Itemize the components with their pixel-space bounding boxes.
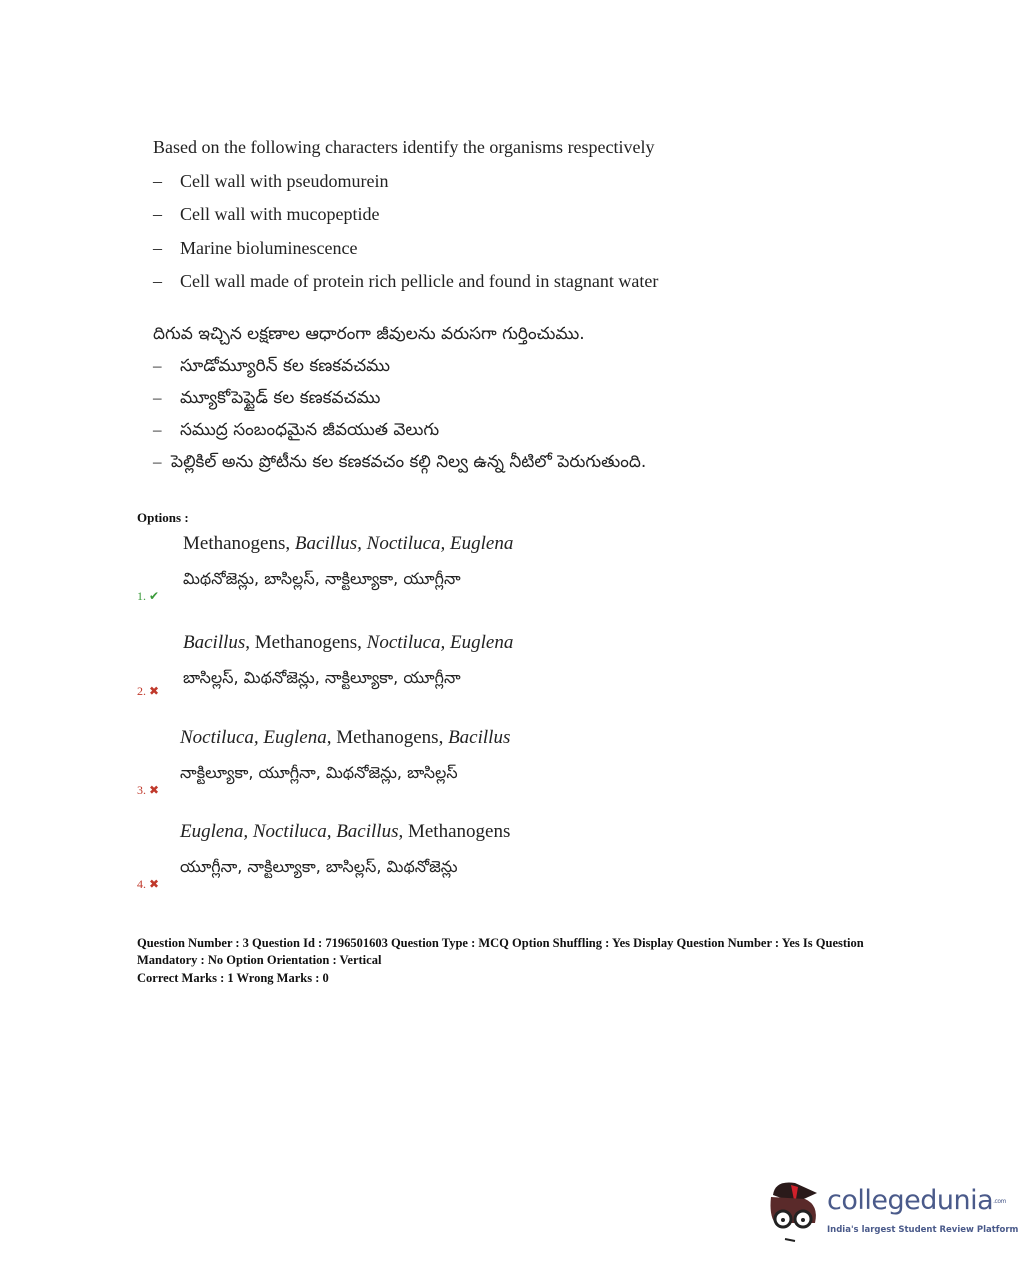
option-number: 1. ✔ <box>137 589 160 603</box>
cross-icon: ✖ <box>149 684 160 698</box>
question-telugu <box>153 318 646 478</box>
option-number: 2. ✖ <box>137 684 160 698</box>
metadata-line: Question Number : 3 Question Id : 7196501603 Question Type : MCQ Option Shuffling : Yes Display Question Number : Yes Is Question Mandatory : No Option Orientation : Vertical <box>137 936 864 967</box>
collegedunia-logo <box>765 1175 1019 1245</box>
character-item-telugu: – పెల్లికిల్ అను ప్రోటీను కల కణకవచం కల్గి నిల్వ ఉన్న నీటిలో పెరుగుతుంది. <box>153 452 647 472</box>
check-icon: ✔ <box>149 589 160 603</box>
option-text-en: Methanogens, Bacillus, Noctiluca, Euglena <box>183 533 514 554</box>
mascot-icon <box>765 1175 825 1245</box>
question-prompt: Based on the following characters identify the organisms respectively <box>153 137 655 157</box>
character-item: – Cell wall with mucopeptide <box>153 204 380 224</box>
cross-icon: ✖ <box>149 877 160 891</box>
question-prompt-telugu: దిగువ ఇచ్చిన లక్షణాల ఆధారంగా జీవులను వరుసగా గుర్తించుము. <box>153 324 585 344</box>
option-text-en: Bacillus, Methanogens, Noctiluca, Euglena <box>183 632 514 653</box>
option-text-te: బాసిల్లస్, మిథనోజెన్లు, నాక్టిల్యూకా, యూగ్లీనా <box>183 668 461 687</box>
option-text-en: Noctiluca, Euglena, Methanogens, Bacillus <box>180 727 511 748</box>
question-english <box>153 131 658 299</box>
option-number: 3. ✖ <box>137 783 160 797</box>
question-metadata <box>137 935 907 987</box>
option-text-te: నాక్టిల్యూకా, యూగ్లీనా, మిథనోజెన్లు, బాసిల్లస్ <box>180 763 458 782</box>
character-item-telugu: – సముద్ర సంబంధమైన జీవయుత వెలుగు <box>153 420 440 440</box>
options-label: Options : <box>137 510 189 525</box>
marks-line: Correct Marks : 1 Wrong Marks : 0 <box>137 971 329 985</box>
character-item-telugu: – మ్యూకోపెప్టైడ్ కల కణకవచము <box>153 388 381 408</box>
character-item: – Marine bioluminescence <box>153 237 358 258</box>
option-number: 4. ✖ <box>137 877 160 891</box>
character-item: – Cell wall made of protein rich pellicle and found in stagnant water <box>153 271 659 291</box>
option-text-en: Euglena, Noctiluca, Bacillus, Methanogens <box>180 821 511 842</box>
character-item-telugu: – సూడోమ్యూరిన్ కల కణకవచము <box>153 356 390 376</box>
cross-icon: ✖ <box>149 783 160 797</box>
option-text-te: మిథనోజెన్లు, బాసిల్లస్, నాక్టిల్యూకా, యూగ్లీనా <box>183 569 461 588</box>
brand-tagline: India's largest Student Review Platform <box>827 1225 1019 1235</box>
character-item: – Cell wall with pseudomurein <box>153 170 389 191</box>
brand-name: collegedunia.com <box>827 1185 1006 1216</box>
option-text-te: యూగ్లీనా, నాక్టిల్యూకా, బాసిల్లస్, మిథనోజెన్లు <box>180 857 458 876</box>
